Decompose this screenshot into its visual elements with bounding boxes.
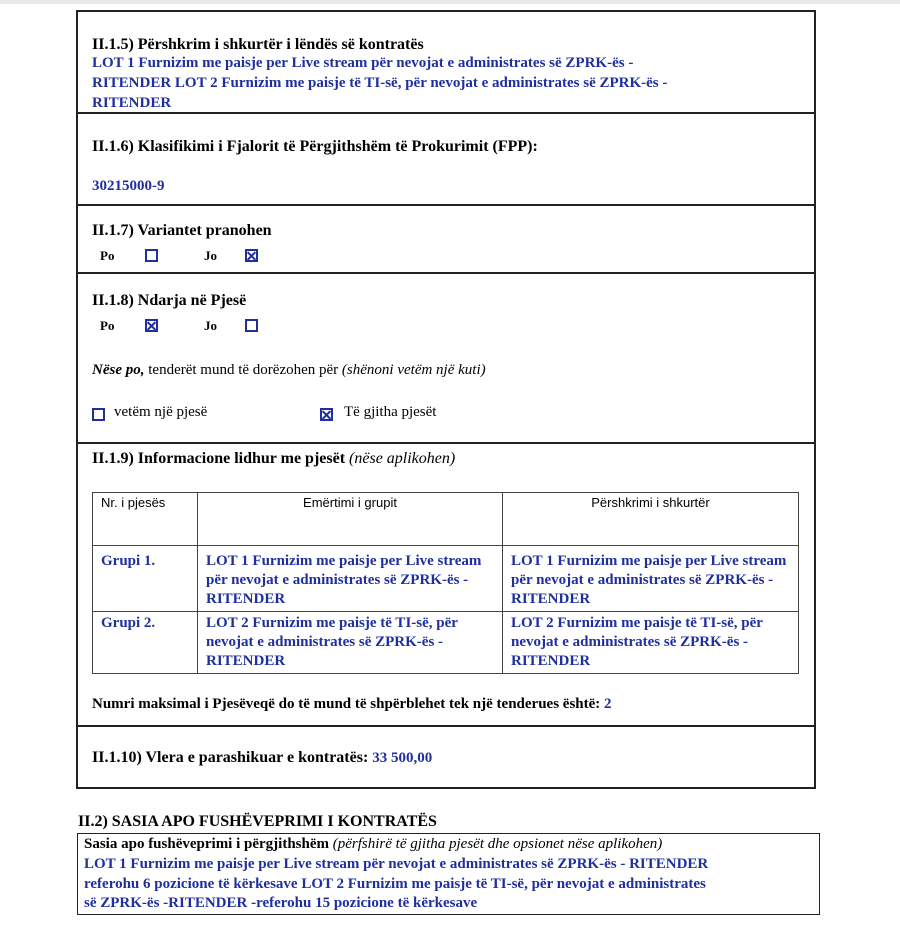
description-line-3: RITENDER — [92, 95, 172, 111]
instruction-note: (shënoni vetëm një kuti) — [341, 362, 486, 378]
cpv-code: 30215000-9 — [92, 178, 165, 194]
column-header: Nr. i pjesës — [93, 493, 198, 546]
checkbox-jo[interactable] — [245, 249, 258, 262]
section-heading: II.1.5) Përshkrim i shkurtër i lëndës së kontratës — [92, 36, 424, 53]
section-ii-1-5 — [78, 12, 814, 112]
section-heading: II.1.9) Informacione lidhur me pjesët — [92, 450, 346, 467]
quantity-line-1: LOT 1 Furnizim me paisje per Live stream për nevojat e administrates së ZPRK-ës - RITENDER — [84, 856, 709, 872]
part-number: Grupi 1. — [93, 546, 198, 612]
part-description: LOT 1 Furnizim me paisje per Live stream për nevojat e administrates së ZPRK-ës - RITENDER — [503, 546, 799, 612]
checkbox-jo[interactable] — [245, 319, 258, 332]
checkbox-po[interactable] — [145, 249, 158, 262]
contract-section-frame — [76, 10, 816, 789]
section-heading: II.1.10) Vlera e parashikuar e kontratës: — [92, 749, 369, 766]
quantity-label: Sasia apo fushëveprimi i përgjithshëm — [84, 836, 330, 852]
part-description: LOT 2 Furnizim me paisje të TI-së, për nevojat e administrates së ZPRK-ës -RITENDER — [503, 612, 799, 674]
table-header-row — [93, 493, 799, 546]
column-header: Emërtimi i grupit — [198, 493, 503, 546]
max-parts-row — [92, 696, 612, 713]
quantity-note: (përfshirë të gjitha pjesët dhe opsionet nëse aplikohen) — [332, 836, 663, 852]
option-po-label: Po — [100, 318, 115, 333]
max-parts-value: 2 — [604, 696, 612, 712]
table-row — [93, 612, 799, 674]
parts-table — [92, 492, 799, 674]
option-one-part-label: vetëm një pjesë — [114, 404, 208, 420]
section-ii-2-title: II.2) SASIA APO FUSHËVEPRIMI I KONTRATËS — [78, 813, 437, 830]
checkbox-one-part[interactable] — [92, 408, 105, 421]
instruction-text: tenderët mund të dorëzohen për — [144, 362, 342, 378]
section-ii-1-7 — [78, 204, 814, 272]
part-name: LOT 1 Furnizim me paisje per Live stream për nevojat e administrates së ZPRK-ës - RITENDER — [198, 546, 503, 612]
section-ii-1-8 — [78, 272, 814, 442]
section-heading: II.1.6) Klasifikimi i Fjalorit të Përgjithshëm të Prokurimit (FPP): — [92, 138, 538, 155]
quantity-line-2: referohu 6 pozicione të kërkesave LOT 2 Furnizim me paisje të TI-së, për nevojat e administrates — [84, 876, 706, 892]
option-jo-label: Jo — [204, 318, 217, 333]
section-heading-row — [92, 450, 455, 468]
top-edge — [0, 0, 900, 4]
section-ii-2-box — [77, 833, 820, 915]
section-heading: II.1.8) Ndarja në Pjesë — [92, 292, 247, 309]
option-jo-label: Jo — [204, 248, 217, 263]
part-name: LOT 2 Furnizim me paisje të TI-së, për nevojat e administrates së ZPRK-ës -RITENDER — [198, 612, 503, 674]
quantity-label-row — [84, 836, 662, 853]
description-line-1: LOT 1 Furnizim me paisje per Live stream për nevojat e administrates së ZPRK-ës - — [92, 55, 634, 71]
quantity-line-3: së ZPRK-ës -RITENDER -referohu 15 pozicione të kërkesave — [84, 895, 478, 911]
conditional-instruction — [92, 362, 486, 379]
instruction-prefix: Nëse po, — [92, 362, 145, 378]
section-ii-1-10 — [78, 725, 814, 787]
section-heading-note: (nëse aplikohen) — [349, 450, 456, 467]
section-ii-1-9 — [78, 442, 814, 725]
checkbox-all-parts[interactable] — [320, 408, 333, 421]
column-header: Përshkrimi i shkurtër — [503, 493, 799, 546]
estimated-value: 33 500,00 — [372, 750, 433, 766]
max-parts-label: Numri maksimal i Pjesëveqë do të mund të shpërblehet tek një tenderues është: — [92, 696, 601, 712]
part-number: Grupi 2. — [93, 612, 198, 674]
checkbox-po[interactable] — [145, 319, 158, 332]
section-heading: II.1.7) Variantet pranohen — [92, 222, 272, 239]
option-po-label: Po — [100, 248, 115, 263]
option-all-parts-label: Të gjitha pjesët — [344, 404, 437, 420]
description-line-2: RITENDER LOT 2 Furnizim me paisje të TI-së, për nevojat e administrates së ZPRK-ës - — [92, 75, 668, 91]
estimated-value-row — [92, 749, 432, 767]
section-ii-1-6 — [78, 112, 814, 204]
table-row — [93, 546, 799, 612]
